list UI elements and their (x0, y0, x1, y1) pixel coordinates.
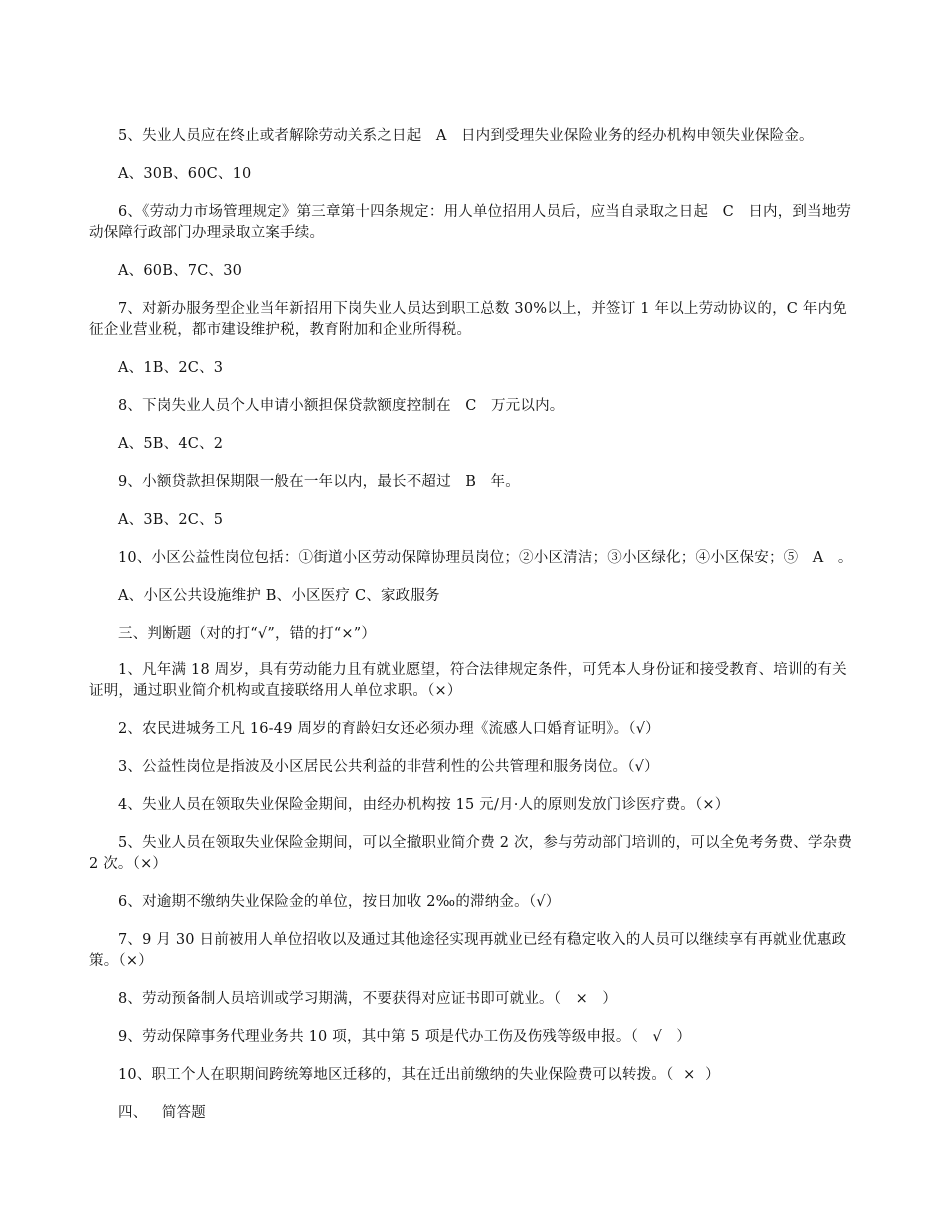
judgement-item-5: 5、失业人员在领取失业保险金期间，可以全撤职业简介费 2 次，参与劳动部门培训的，可以全免考务费、学杂费 2 次。（×） (89, 835, 857, 872)
judgement-item-10: 10、职工个人在职期间跨统筹地区迁移的，其在迁出前缴纳的失业保险费可以转拨。（ × ） (118, 1067, 720, 1083)
question-9-text: 9、小额贷款担保期限一般在一年以内，最长不超过 B 年。 (118, 474, 520, 490)
judgement-item-4: 4、失业人员在领取失业保险金期间，由经办机构按 15 元/月·人的原则发放门诊医疗费。（×） (118, 797, 730, 813)
section-heading-judgement: 三、判断题（对的打“√”，错的打“×”） (118, 626, 377, 642)
judgement-item-9: 9、劳动保障事务代理业务共 10 项，其中第 5 项是代办工伤及伤残等级申报。（ √ ） (118, 1029, 692, 1045)
question-5-options: A、30B、60C、10 (118, 166, 252, 182)
judgement-item-6: 6、对逾期不缴纳失业保险金的单位，按日加收 2‰的滞纳金。（√） (118, 894, 561, 910)
document-body (89, 126, 857, 1141)
judgement-item-1: 1、凡年满 18 周岁，具有劳动能力且有就业愿望，符合法律规定条件，可凭本人身份证和接受教育、培训的有关证明，通过职业简介机构或直接联络用人单位求职。（×） (89, 662, 847, 699)
question-8-options: A、5B、4C、2 (118, 436, 224, 452)
question-6-text: 6、《劳动力市场管理规定》第三章第十四条规定：用人单位招用人员后，应当自录取之日起 C 日内，到当地劳动保障行政部门办理录取立案手续。 (89, 204, 852, 241)
question-7-options: A、1B、2C、3 (118, 360, 224, 376)
judgement-item-3: 3、公益性岗位是指波及小区居民公共利益的非营利性的公共管理和服务岗位。（√） (118, 759, 659, 775)
question-6-options: A、60B、7C、30 (118, 263, 243, 279)
judgement-item-7: 7、9 月 30 日前被用人单位招收以及通过其他途径实现再就业已经有稳定收入的人员可以继续享有再就业优惠政策。（×） (89, 932, 847, 969)
question-7-text: 7、对新办服务型企业当年新招用下岗失业人员达到职工总数 30%以上，并签订 1 年以上劳动协议的，C 年内免征企业营业税，都市建设维护税，教育附加和企业所得税。 (89, 301, 848, 338)
question-9-options: A、3B、2C、5 (118, 512, 224, 528)
section-heading-short-answer: 四、 简答题 (118, 1105, 206, 1121)
question-10-text: 10、小区公益性岗位包括：①街道小区劳动保障协理员岗位；②小区清洁；③小区绿化；④小区保安；⑤ A 。 (118, 550, 853, 566)
question-8-text: 8、下岗失业人员个人申请小额担保贷款额度控制在 C 万元以内。 (118, 398, 565, 414)
judgement-item-2: 2、农民进城务工凡 16-49 周岁的育龄妇女还必须办理《流感人口婚育证明》。（√） (118, 721, 660, 737)
question-10-options: A、小区公共设施维护 B、小区医疗 C、家政服务 (118, 588, 440, 604)
question-5-text: 5、失业人员应在终止或者解除劳动关系之日起 A 日内到受理失业保险业务的经办机构申领失业保险金。 (118, 128, 814, 144)
judgement-item-8: 8、劳动预备制人员培训或学习期满，不要获得对应证书即可就业。（ × ） (118, 991, 618, 1007)
